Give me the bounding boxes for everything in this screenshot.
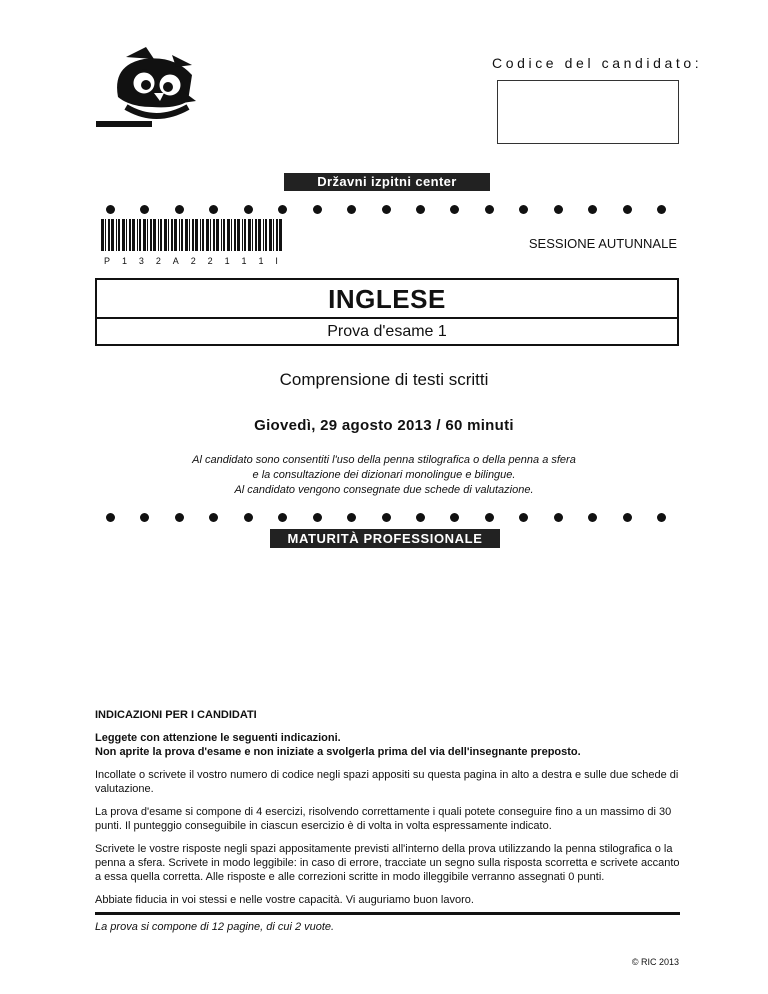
barcode-digit: 1 (121, 256, 127, 266)
dot (485, 513, 494, 522)
instructions-paragraph: La prova d'esame si compone di 4 esercizi, risolvendo correttamente i quali potete conseguire fino a un massimo di 30 punti. Il punteggio conseguibile in ciascun esercizio è di volta in volta espressamente indicato. (95, 806, 672, 832)
barcode-bar (118, 219, 120, 251)
instructions (95, 708, 680, 916)
subject-title: INGLESE (97, 280, 677, 319)
barcode-digit: A (172, 256, 179, 266)
barcode-bar (265, 219, 267, 251)
barcode-digit: 3 (138, 256, 144, 266)
dot (140, 205, 149, 214)
barcode-digit: 2 (155, 256, 161, 266)
barcode-bar (242, 219, 243, 251)
barcode-bar (192, 219, 194, 251)
instructions-heading: INDICAZIONI PER I CANDIDATI (95, 709, 257, 721)
barcode-digit: 2 (207, 256, 213, 266)
barcode-bar (129, 219, 131, 251)
dot (450, 513, 459, 522)
dot (209, 205, 218, 214)
copyright: © RIC 2013 (631, 957, 679, 967)
section-title: Comprensione di testi scritti (279, 370, 489, 389)
barcode-bar (200, 219, 201, 251)
candidate-code-box[interactable] (497, 80, 679, 144)
barcode-bar (252, 219, 253, 251)
barcode-digit: 2 (190, 256, 196, 266)
dot (554, 205, 563, 214)
owl-logo-icon (96, 45, 208, 131)
barcode-bar (231, 219, 232, 251)
barcode-bar (126, 219, 127, 251)
footer-note: La prova si compone di 12 pagine, di cui 2 vuote. (95, 921, 335, 933)
barcode-bar (258, 219, 261, 251)
barcode-bar (116, 219, 117, 251)
barcode-bar (244, 219, 246, 251)
barcode-digit: 1 (258, 256, 264, 266)
dot (175, 205, 184, 214)
candidate-code-label: Codice del candidato: (492, 55, 703, 71)
barcode-bar (158, 219, 159, 251)
barcode-digit: P (104, 256, 111, 266)
instructions-bold-line: Non aprite la prova d'esame e non iniziate a svolgerla prima del via dell'insegnante preposto. (95, 746, 581, 758)
barcode-bar (168, 219, 169, 251)
dot (106, 513, 115, 522)
barcode-bar (137, 219, 138, 251)
barcode-bar (263, 219, 264, 251)
barcode-bar (210, 219, 211, 251)
barcode-bar (269, 219, 272, 251)
barcode-bar (111, 219, 114, 251)
barcode-bar (171, 219, 173, 251)
exam-date: Giovedì, 29 agosto 2013 / 60 minuti (254, 417, 514, 434)
barcode-bar (237, 219, 240, 251)
subject-subtitle: Prova d'esame 1 (327, 323, 447, 340)
dot (588, 513, 597, 522)
barcode-bar (179, 219, 180, 251)
barcode-bar (164, 219, 167, 251)
barcode-bar (276, 219, 278, 251)
dot (278, 205, 287, 214)
barcode-bar (132, 219, 135, 251)
instructions-paragraph: Abbiate fiducia in voi stessi e nelle vostre capacità. Vi auguriamo buon lavoro. (95, 894, 474, 906)
footer-divider (95, 912, 680, 915)
barcode-digit: I (275, 256, 278, 266)
barcode-bar (160, 219, 162, 251)
dot (313, 513, 322, 522)
barcode-bar (139, 219, 141, 251)
dot (244, 205, 253, 214)
barcode-bar (174, 219, 177, 251)
dot (416, 513, 425, 522)
session-label: SESSIONE AUTUNNALE (528, 236, 677, 251)
barcode-bar (185, 219, 188, 251)
barcode-bar (108, 219, 110, 251)
barcode-bar (202, 219, 204, 251)
barcode-bar (189, 219, 190, 251)
maturity-band: MATURITÀ PROFESSIONALE (270, 529, 500, 548)
barcode-bar (221, 219, 222, 251)
dot (623, 513, 632, 522)
subject-box (95, 278, 679, 346)
instructions-paragraph: Incollate o scrivete il vostro numero di codice negli spazi appositi su questa pagina in alto a destra e sulle due schede di valutazione. (95, 769, 679, 795)
dot (519, 205, 528, 214)
dot (519, 513, 528, 522)
instructions-bold-line: Leggete con attenzione le seguenti indicazioni. (95, 732, 341, 744)
dot (209, 513, 218, 522)
barcode-bar (279, 219, 282, 251)
barcode-bar (122, 219, 125, 251)
barcode-bar (216, 219, 219, 251)
barcode-bar (255, 219, 257, 251)
barcode-digit: 1 (224, 256, 230, 266)
barcode-bar (147, 219, 148, 251)
barcode-bar (223, 219, 225, 251)
dot (106, 205, 115, 214)
barcode-bar (181, 219, 183, 251)
instructions-paragraph: Scrivete le vostre risposte negli spazi appositamente previsti all'interno della prova utilizzando la penna stilografica o la penna a sfera. Scrivete in modo leggibile: in caso di errore, tracciate un segno sulla risposta scorretta e scrivete accanto a essa quella corretta. Alle risposte e alle correzioni scritte in modo illeggibile verranno assegnati 0 punti. (95, 843, 680, 883)
dot (382, 513, 391, 522)
barcode-icon (101, 219, 283, 251)
dot (588, 205, 597, 214)
barcode-bar (273, 219, 274, 251)
dot (450, 205, 459, 214)
barcode-bar (101, 219, 104, 251)
dot (657, 205, 666, 214)
dot (140, 513, 149, 522)
exam-note-line: e la consultazione dei dizionari monolingue e bilingue. (252, 469, 516, 481)
barcode-bar (195, 219, 198, 251)
dot (382, 205, 391, 214)
dot (313, 205, 322, 214)
barcode-bar (248, 219, 251, 251)
barcode-bar (150, 219, 152, 251)
center-band: Državni izpitni center (284, 173, 490, 191)
barcode-digit: 1 (241, 256, 247, 266)
dot (416, 205, 425, 214)
instructions-warning (95, 731, 680, 759)
dot (244, 513, 253, 522)
dot (347, 513, 356, 522)
exam-notes (0, 453, 768, 498)
barcode-bar (143, 219, 146, 251)
dot (657, 513, 666, 522)
dot (554, 513, 563, 522)
dots-row-bottom (106, 511, 666, 523)
barcode-digits (104, 256, 278, 266)
dot (347, 205, 356, 214)
barcode-bar (227, 219, 230, 251)
barcode-bar (213, 219, 215, 251)
barcode-bar (105, 219, 106, 251)
dot (175, 513, 184, 522)
barcode-bar (234, 219, 236, 251)
barcode-bar (206, 219, 209, 251)
dot (623, 205, 632, 214)
exam-note-line: Al candidato vengono consegnate due schede di valutazione. (234, 484, 534, 496)
exam-note-line: Al candidato sono consentiti l'uso della penna stilografica o della penna a sfera (192, 454, 576, 466)
barcode-bar (153, 219, 156, 251)
dot (278, 513, 287, 522)
dot (485, 205, 494, 214)
dots-row-top (106, 203, 666, 215)
